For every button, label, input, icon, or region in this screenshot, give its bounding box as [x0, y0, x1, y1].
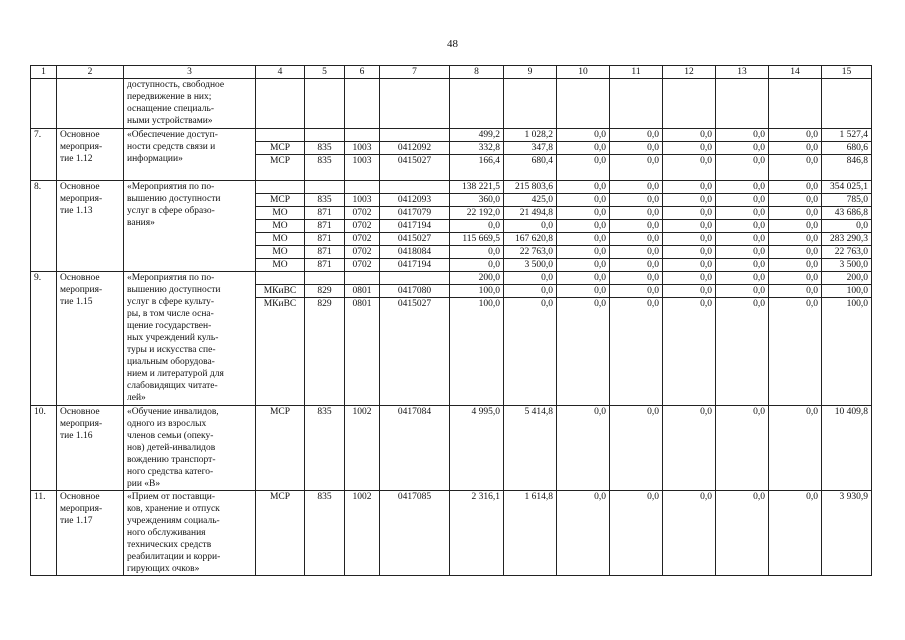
header-cell: 8	[450, 66, 504, 79]
cell: 0,0	[610, 194, 663, 207]
cell: 115 669,5	[450, 233, 504, 246]
cell: 0702	[345, 220, 380, 233]
cell: 0,0	[610, 298, 663, 406]
cell: 0,0	[450, 259, 504, 272]
total-cell: 0,0	[716, 272, 769, 285]
cell: 835	[305, 406, 345, 491]
cell: 0,0	[716, 406, 769, 491]
cell: 0,0	[663, 207, 716, 220]
cell: 0,0	[557, 406, 610, 491]
row-number: 10.	[31, 406, 57, 491]
budget-table	[30, 65, 872, 576]
cell: МКиВС	[256, 285, 305, 298]
page-number: 48	[447, 38, 458, 50]
cell: 22 763,0	[822, 246, 872, 259]
table-row	[31, 491, 872, 576]
cell: МО	[256, 246, 305, 259]
cell: МО	[256, 233, 305, 246]
cell: 0,0	[716, 491, 769, 576]
cell: 100,0	[450, 285, 504, 298]
table-row	[31, 272, 872, 285]
cell: 0,0	[557, 220, 610, 233]
total-cell: 0,0	[557, 129, 610, 142]
cell: 835	[305, 491, 345, 576]
total-cell: 0,0	[557, 181, 610, 194]
header-cell: 6	[345, 66, 380, 79]
cell: 5 414,8	[504, 406, 557, 491]
cell: 0412093	[380, 194, 450, 207]
cell: 0,0	[610, 246, 663, 259]
header-cell: 13	[716, 66, 769, 79]
cell: 100,0	[450, 298, 504, 406]
row-number: 7.	[31, 129, 57, 181]
header-cell: 2	[57, 66, 124, 79]
cell: 0,0	[769, 233, 822, 246]
table-row-continuation	[31, 79, 872, 129]
header-row	[31, 66, 872, 79]
header-cell: 12	[663, 66, 716, 79]
cell: 0,0	[610, 220, 663, 233]
header-cell: 9	[504, 66, 557, 79]
header-cell: 5	[305, 66, 345, 79]
header-cell: 11	[610, 66, 663, 79]
header-cell: 1	[31, 66, 57, 79]
cell: 0,0	[716, 194, 769, 207]
cell: 360,0	[450, 194, 504, 207]
cell: 0417194	[380, 220, 450, 233]
cell: 0,0	[557, 285, 610, 298]
cell: 0418084	[380, 246, 450, 259]
total-cell: 0,0	[610, 129, 663, 142]
cell: 871	[305, 207, 345, 220]
header-cell: 7	[380, 66, 450, 79]
total-cell: 138 221,5	[450, 181, 504, 194]
header-cell: 3	[124, 66, 256, 79]
cell: 0415027	[380, 298, 450, 406]
cell: 22 763,0	[504, 246, 557, 259]
total-cell: 499,2	[450, 129, 504, 142]
cell: 0,0	[769, 259, 822, 272]
cell: 0412092	[380, 142, 450, 155]
cell: 1 614,8	[504, 491, 557, 576]
cell: 332,8	[450, 142, 504, 155]
activity-description: «Мероприятия по по- вышению доступности услуг в сфере образо- вания»	[124, 181, 256, 272]
cell: 0,0	[557, 155, 610, 181]
cell: МСР	[256, 142, 305, 155]
total-cell: 0,0	[663, 181, 716, 194]
cell: 0,0	[663, 491, 716, 576]
cell: 0,0	[769, 406, 822, 491]
cell: 0,0	[557, 246, 610, 259]
activity-name: Основное мероприя- тие 1.17	[57, 491, 124, 576]
total-cell: 215 803,6	[504, 181, 557, 194]
cell: 1002	[345, 406, 380, 491]
total-cell: 0,0	[557, 272, 610, 285]
cell: 1003	[345, 155, 380, 181]
cell: 3 500,0	[822, 259, 872, 272]
cell: 0,0	[557, 142, 610, 155]
header-cell: 14	[769, 66, 822, 79]
cell: 846,8	[822, 155, 872, 181]
total-cell: 0,0	[716, 181, 769, 194]
cell: МСР	[256, 155, 305, 181]
cell: 0,0	[663, 298, 716, 406]
cell: 0,0	[557, 233, 610, 246]
cell: 0,0	[557, 491, 610, 576]
total-cell: 0,0	[663, 129, 716, 142]
activity-description: «Прием от поставщи- ков, хранение и отпуск учреждениям социаль- ного обслуживания технических средств реабилитации и корри- гирующих очков»	[124, 491, 256, 576]
total-cell: 0,0	[716, 129, 769, 142]
cell: 1003	[345, 142, 380, 155]
cell: МО	[256, 259, 305, 272]
cell: 0,0	[663, 406, 716, 491]
cell: 0,0	[610, 233, 663, 246]
cell: 0,0	[769, 298, 822, 406]
activity-name: Основное мероприя- тие 1.13	[57, 181, 124, 272]
activity-name: Основное мероприя- тие 1.15	[57, 272, 124, 406]
total-cell: 0,0	[769, 129, 822, 142]
cell: 0,0	[610, 142, 663, 155]
cell: 871	[305, 220, 345, 233]
cell: 0,0	[504, 285, 557, 298]
cell: 100,0	[822, 298, 872, 406]
row-number: 9.	[31, 272, 57, 406]
cell: 0,0	[769, 194, 822, 207]
cell: 0,0	[610, 259, 663, 272]
cell: 0,0	[663, 142, 716, 155]
total-cell: 200,0	[450, 272, 504, 285]
cell: 0702	[345, 207, 380, 220]
table-row	[31, 406, 872, 491]
activity-description: «Обеспечение доступ- ности средств связи и информации»	[124, 129, 256, 181]
cell: 0,0	[504, 220, 557, 233]
cell: 0,0	[663, 259, 716, 272]
cell: 22 192,0	[450, 207, 504, 220]
cell: 0702	[345, 233, 380, 246]
cell: 0,0	[663, 220, 716, 233]
cell: 0,0	[716, 259, 769, 272]
cell: 100,0	[822, 285, 872, 298]
cell: 0,0	[769, 155, 822, 181]
cell: 0415027	[380, 155, 450, 181]
cell: 0,0	[769, 142, 822, 155]
cell: 0,0	[716, 220, 769, 233]
total-cell: 0,0	[769, 272, 822, 285]
cell: МО	[256, 207, 305, 220]
cell: 0,0	[450, 220, 504, 233]
cell: 0,0	[716, 207, 769, 220]
cell: 0,0	[557, 259, 610, 272]
cell: 0,0	[769, 220, 822, 233]
activity-name: Основное мероприя- тие 1.12	[57, 129, 124, 181]
cell: 3 500,0	[504, 259, 557, 272]
activity-description: «Мероприятия по по- вышению доступности услуг в сфере культу- ры, в том числе осна- щение государствен- ных учреждений куль- туры и искусства спе- циальным оборудова- нием и литературой для слабовидящих читате- лей»	[124, 272, 256, 406]
cell: 0,0	[450, 246, 504, 259]
row-number: 8.	[31, 181, 57, 272]
cell: 0,0	[557, 194, 610, 207]
total-cell: 0,0	[610, 272, 663, 285]
activity-description: «Обучение инвалидов, одного из взрослых членов семьи (опеку- нов) детей-инвалидов вождению транспорт- ного средства катего- рии «В»	[124, 406, 256, 491]
cell: 2 316,1	[450, 491, 504, 576]
cell: 0,0	[716, 246, 769, 259]
cell: 0702	[345, 246, 380, 259]
cell: 0,0	[610, 207, 663, 220]
cell: 21 494,8	[504, 207, 557, 220]
cell: 0,0	[769, 246, 822, 259]
cell: 785,0	[822, 194, 872, 207]
cell: МО	[256, 220, 305, 233]
cell: 1003	[345, 194, 380, 207]
cell: 680,4	[504, 155, 557, 181]
cell: МСР	[256, 406, 305, 491]
cell: 0,0	[663, 194, 716, 207]
cell: 3 930,9	[822, 491, 872, 576]
cell: 10 409,8	[822, 406, 872, 491]
cell: 829	[305, 285, 345, 298]
cell: 0417080	[380, 285, 450, 298]
cell: 166,4	[450, 155, 504, 181]
cell: 0702	[345, 259, 380, 272]
row-number: 11.	[31, 491, 57, 576]
cell: 0,0	[663, 246, 716, 259]
cell: 0,0	[504, 298, 557, 406]
cell: МКиВС	[256, 298, 305, 406]
cell: 0,0	[557, 207, 610, 220]
cell: 0,0	[716, 298, 769, 406]
cell: 0,0	[610, 155, 663, 181]
cell: 0417084	[380, 406, 450, 491]
cell: 0417079	[380, 207, 450, 220]
table-row	[31, 181, 872, 194]
cell: 829	[305, 298, 345, 406]
cell: 680,6	[822, 142, 872, 155]
cell: 283 290,3	[822, 233, 872, 246]
cell: 0801	[345, 298, 380, 406]
cell: 347,8	[504, 142, 557, 155]
header-cell: 15	[822, 66, 872, 79]
cell: 0,0	[663, 285, 716, 298]
cell: 0,0	[610, 406, 663, 491]
total-cell: 0,0	[769, 181, 822, 194]
table-row	[31, 129, 872, 142]
activity-name: Основное мероприя- тие 1.16	[57, 406, 124, 491]
cell: 0415027	[380, 233, 450, 246]
total-cell: 1 028,2	[504, 129, 557, 142]
cell: 0,0	[769, 285, 822, 298]
cell: 0,0	[663, 233, 716, 246]
cell: 0,0	[716, 155, 769, 181]
cell: 871	[305, 233, 345, 246]
total-cell: 0,0	[504, 272, 557, 285]
cell: 43 686,8	[822, 207, 872, 220]
cell: МСР	[256, 491, 305, 576]
header-cell: 10	[557, 66, 610, 79]
cell: 835	[305, 155, 345, 181]
cell: 0417194	[380, 259, 450, 272]
cell: 871	[305, 259, 345, 272]
total-cell: 0,0	[610, 181, 663, 194]
cell: 0417085	[380, 491, 450, 576]
cell: 425,0	[504, 194, 557, 207]
cell: 0,0	[663, 155, 716, 181]
cell: 4 995,0	[450, 406, 504, 491]
total-cell: 1 527,4	[822, 129, 872, 142]
total-cell: 0,0	[663, 272, 716, 285]
cell: МСР	[256, 194, 305, 207]
cell: 0,0	[769, 491, 822, 576]
total-cell: 200,0	[822, 272, 872, 285]
total-cell: 354 025,1	[822, 181, 872, 194]
cell: 0801	[345, 285, 380, 298]
cell: 167 620,8	[504, 233, 557, 246]
header-cell: 4	[256, 66, 305, 79]
cell: 835	[305, 142, 345, 155]
cell: 0,0	[716, 233, 769, 246]
cell: 0,0	[716, 142, 769, 155]
cell: 1002	[345, 491, 380, 576]
cell: 0,0	[610, 285, 663, 298]
cell: 0,0	[716, 285, 769, 298]
cell: 0,0	[822, 220, 872, 233]
cell: 0,0	[557, 298, 610, 406]
cell: 871	[305, 246, 345, 259]
cell: 835	[305, 194, 345, 207]
cell: 0,0	[769, 207, 822, 220]
description-cell: доступность, свободное передвижение в них; оснащение специаль- ными устройствами»	[124, 79, 256, 129]
cell: 0,0	[610, 491, 663, 576]
